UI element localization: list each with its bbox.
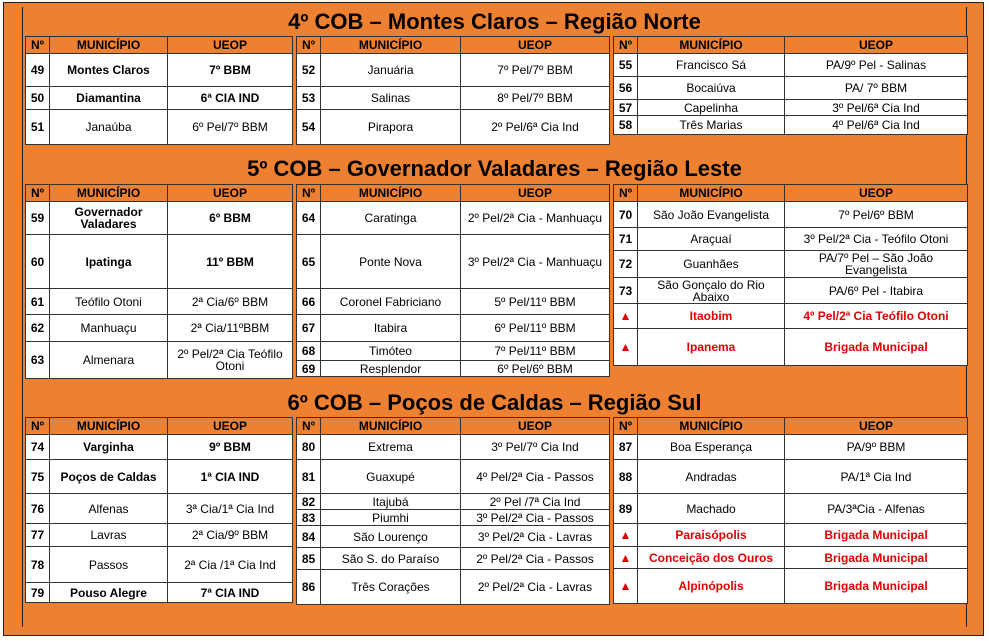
municipio-cell: São Lourenço [321,526,461,548]
municipio-cell: Januária [321,54,461,87]
table-row [26,583,293,603]
ueop-cell: 8º Pel/7º BBM [461,87,610,110]
municipio-cell: Francisco Sá [638,54,785,77]
ueop-cell: 3º Pel/2ª Cia - Lavras [461,526,610,548]
ueop-cell: 11º BBM [168,235,293,289]
triangle-icon: ▲ [614,329,638,366]
header-num: Nº [614,418,638,435]
header-row [26,37,293,54]
municipio-cell: Alfenas [50,494,168,524]
municipio-cell: Machado [638,494,785,524]
table-norte-col3 [613,36,968,135]
municipio-cell: Almenara [50,342,168,379]
municipio-cell: Andradas [638,460,785,494]
municipio-cell: Coronel Fabriciano [321,289,461,315]
row-number: 74 [26,435,50,460]
table-row [26,460,293,494]
table-row [614,494,968,524]
ueop-cell: 6º BBM [168,202,293,235]
table-sul-col1 [25,417,293,603]
row-number: 80 [297,435,321,460]
table-row [614,460,968,494]
header-row [26,185,293,202]
table-norte-col1 [25,36,293,145]
ueop-cell: 7º Pel/11º BBM [461,342,610,361]
ueop-cell: PA/ 7º BBM [785,77,968,100]
header-num: Nº [26,185,50,202]
row-number: 55 [614,54,638,77]
ueop-cell: PA/6º Pel - Itabira [785,278,968,304]
table-container [22,7,967,627]
table-row [297,110,610,145]
ueop-cell: 7º BBM [168,54,293,87]
table-row [297,202,610,235]
table-row [297,342,610,361]
row-number: 76 [26,494,50,524]
header-ueop: UEOP [785,418,968,435]
municipio-cell: São Gonçalo do Rio Abaixo [638,278,785,304]
header-municipio: MUNICÍPIO [321,185,461,202]
ueop-cell: Brigada Municipal [785,569,968,604]
row-number: 68 [297,342,321,361]
header-row [614,37,968,54]
table-row [297,548,610,570]
table-row [614,77,968,100]
row-number: 89 [614,494,638,524]
header-num: Nº [614,185,638,202]
ueop-cell: 7ª CIA IND [168,583,293,603]
header-row [614,185,968,202]
table-leste-col1 [25,184,293,379]
table-row [297,289,610,315]
row-number: 52 [297,54,321,87]
ueop-cell: 6º Pel/6º BBM [461,361,610,377]
municipio-cell: São S. do Paraíso [321,548,461,570]
municipio-cell: Araçuaí [638,228,785,251]
municipio-cell: Resplendor [321,361,461,377]
ueop-cell: 3º Pel/2ª Cia - Manhuaçu [461,235,610,289]
table-row [26,87,293,110]
municipio-cell: Ipanema [638,329,785,366]
ueop-cell: 2ª Cia/9º BBM [168,524,293,547]
row-number: 63 [26,342,50,379]
table-sul-col3 [613,417,968,604]
table-row [614,228,968,251]
ueop-cell: 6º Pel/11º BBM [461,315,610,342]
table-row [614,329,968,366]
row-number: 50 [26,87,50,110]
ueop-cell: 2ª Cia/6º BBM [168,289,293,315]
row-number: 70 [614,202,638,228]
ueop-cell: 3ª Cia/1ª Cia Ind [168,494,293,524]
ueop-cell: 2º Pel/2ª Cia - Lavras [461,570,610,605]
triangle-icon: ▲ [614,524,638,547]
table-row [26,54,293,87]
header-num: Nº [297,185,321,202]
table-row [26,202,293,235]
municipio-cell: Três Marias [638,116,785,135]
header-municipio: MUNICÍPIO [50,37,168,54]
header-ueop: UEOP [168,418,293,435]
table-row [614,304,968,329]
table-sul-col2 [296,417,610,605]
table-row [26,494,293,524]
header-row [614,418,968,435]
municipio-cell: Conceição dos Ouros [638,547,785,569]
table-row [297,570,610,605]
header-row [297,37,610,54]
ueop-cell: 3º Pel/2ª Cia - Teófilo Otoni [785,228,968,251]
row-number: 88 [614,460,638,494]
table-row [297,435,610,460]
ueop-cell: 3º Pel/2ª Cia - Passos [461,510,610,526]
row-number: 73 [614,278,638,304]
ueop-cell: 2º Pel/2ª Cia - Passos [461,548,610,570]
table-row [26,524,293,547]
row-number: 67 [297,315,321,342]
row-number: 62 [26,315,50,342]
table-row [297,235,610,289]
header-municipio: MUNICÍPIO [638,418,785,435]
header-municipio: MUNICÍPIO [50,418,168,435]
row-number: 54 [297,110,321,145]
header-num: Nº [297,418,321,435]
municipio-cell: Salinas [321,87,461,110]
header-ueop: UEOP [168,37,293,54]
header-municipio: MUNICÍPIO [321,37,461,54]
table-row [26,342,293,379]
triangle-icon: ▲ [614,569,638,604]
municipio-cell: Extrema [321,435,461,460]
ueop-cell: 4º Pel/2ª Cia Teófilo Otoni [785,304,968,329]
ueop-cell: PA/9º Pel - Salinas [785,54,968,77]
table-leste-col2 [296,184,610,377]
municipio-cell: Piumhi [321,510,461,526]
municipio-cell: Diamantina [50,87,168,110]
header-ueop: UEOP [461,418,610,435]
municipio-cell: Varginha [50,435,168,460]
header-num: Nº [26,37,50,54]
row-number: 84 [297,526,321,548]
ueop-cell: 5º Pel/11º BBM [461,289,610,315]
table-row [297,494,610,510]
row-number: 79 [26,583,50,603]
municipio-cell: Boa Esperança [638,435,785,460]
table-row [26,435,293,460]
ueop-cell: PA/7º Pel – São João Evangelista [785,251,968,278]
table-row [614,251,968,278]
ueop-cell: 2º Pel/6ª Cia Ind [461,110,610,145]
municipio-cell: Pirapora [321,110,461,145]
ueop-cell: 2º Pel/2ª Cia - Manhuaçu [461,202,610,235]
header-num: Nº [297,37,321,54]
ueop-cell: 7º Pel/7º BBM [461,54,610,87]
municipio-cell: Itabira [321,315,461,342]
ueop-cell: PA/3ªCia - Alfenas [785,494,968,524]
table-row [297,315,610,342]
ueop-cell: PA/1ª Cia Ind [785,460,968,494]
table-row [297,460,610,494]
table-row [614,278,968,304]
municipio-cell: Lavras [50,524,168,547]
triangle-icon: ▲ [614,547,638,569]
header-municipio: MUNICÍPIO [50,185,168,202]
municipio-cell: Timóteo [321,342,461,361]
ueop-cell: 2ª Cia /1ª Cia Ind [168,547,293,583]
municipio-cell: Governador Valadares [50,202,168,235]
header-num: Nº [614,37,638,54]
ueop-cell: Brigada Municipal [785,524,968,547]
row-number: 60 [26,235,50,289]
ueop-cell: 2ª Cia/11ºBBM [168,315,293,342]
table-row [26,235,293,289]
ueop-cell: 4º Pel/6ª Cia Ind [785,116,968,135]
table-row [614,524,968,547]
row-number: 81 [297,460,321,494]
ueop-cell: PA/9º BBM [785,435,968,460]
header-ueop: UEOP [461,185,610,202]
row-number: 49 [26,54,50,87]
ueop-cell: 1ª CIA IND [168,460,293,494]
ueop-cell: 3º Pel/7º Cia Ind [461,435,610,460]
row-number: 87 [614,435,638,460]
triangle-icon: ▲ [614,304,638,329]
municipio-cell: Guanhães [638,251,785,278]
table-row [614,202,968,228]
row-number: 85 [297,548,321,570]
row-number: 61 [26,289,50,315]
municipio-cell: São João Evangelista [638,202,785,228]
municipio-cell: Capelinha [638,100,785,116]
row-number: 69 [297,361,321,377]
municipio-cell: Pouso Alegre [50,583,168,603]
municipio-cell: Guaxupé [321,460,461,494]
header-ueop: UEOP [785,37,968,54]
table-leste-col3 [613,184,968,366]
row-number: 72 [614,251,638,278]
municipio-cell: Janaúba [50,110,168,145]
municipio-cell: Ponte Nova [321,235,461,289]
table-row [297,510,610,526]
municipio-cell: Passos [50,547,168,583]
municipio-cell: Itajubá [321,494,461,510]
row-number: 58 [614,116,638,135]
row-number: 71 [614,228,638,251]
table-row [26,289,293,315]
municipio-cell: Manhuaçu [50,315,168,342]
table-row [614,435,968,460]
header-ueop: UEOP [461,37,610,54]
table-row [614,569,968,604]
table-row [26,315,293,342]
header-row [26,418,293,435]
header-municipio: MUNICÍPIO [638,37,785,54]
row-number: 83 [297,510,321,526]
page-frame [3,2,984,636]
municipio-cell: Montes Claros [50,54,168,87]
row-number: 75 [26,460,50,494]
table-row [297,54,610,87]
header-num: Nº [26,418,50,435]
ueop-cell: Brigada Municipal [785,547,968,569]
municipio-cell: Teófilo Otoni [50,289,168,315]
ueop-cell: 6ª CIA IND [168,87,293,110]
table-norte-col2 [296,36,610,145]
municipio-cell: Poços de Caldas [50,460,168,494]
ueop-cell: 9º BBM [168,435,293,460]
ueop-cell: Brigada Municipal [785,329,968,366]
municipio-cell: Ipatinga [50,235,168,289]
ueop-cell: 2º Pel /7ª Cia Ind [461,494,610,510]
row-number: 65 [297,235,321,289]
table-row [614,100,968,116]
row-number: 53 [297,87,321,110]
table-row [297,526,610,548]
municipio-cell: Bocaiúva [638,77,785,100]
header-municipio: MUNICÍPIO [638,185,785,202]
ueop-cell: 3º Pel/6ª Cia Ind [785,100,968,116]
row-number: 78 [26,547,50,583]
region-title-norte: 4º COB – Montes Claros – Região Norte [288,9,701,34]
row-number: 77 [26,524,50,547]
row-number: 82 [297,494,321,510]
ueop-cell: 6º Pel/7º BBM [168,110,293,145]
region-title-leste: 5º COB – Governador Valadares – Região Leste [247,156,742,181]
region-title-sul: 6º COB – Poços de Caldas – Região Sul [287,390,702,415]
row-number: 64 [297,202,321,235]
municipio-cell: Alpinópolis [638,569,785,604]
row-number: 66 [297,289,321,315]
row-number: 86 [297,570,321,605]
header-municipio: MUNICÍPIO [321,418,461,435]
municipio-cell: Caratinga [321,202,461,235]
municipio-cell: Paraisópolis [638,524,785,547]
row-number: 59 [26,202,50,235]
ueop-cell: 4º Pel/2ª Cia - Passos [461,460,610,494]
municipio-cell: Três Corações [321,570,461,605]
table-row [26,547,293,583]
table-row [26,110,293,145]
row-number: 51 [26,110,50,145]
ueop-cell: 2º Pel/2ª Cia Teófilo Otoni [168,342,293,379]
header-row [297,418,610,435]
header-row [297,185,610,202]
table-row [614,54,968,77]
table-row [297,361,610,377]
row-number: 56 [614,77,638,100]
table-row [297,87,610,110]
row-number: 57 [614,100,638,116]
ueop-cell: 7º Pel/6º BBM [785,202,968,228]
table-row [614,116,968,135]
header-ueop: UEOP [785,185,968,202]
table-row [614,547,968,569]
municipio-cell: Itaobim [638,304,785,329]
header-ueop: UEOP [168,185,293,202]
